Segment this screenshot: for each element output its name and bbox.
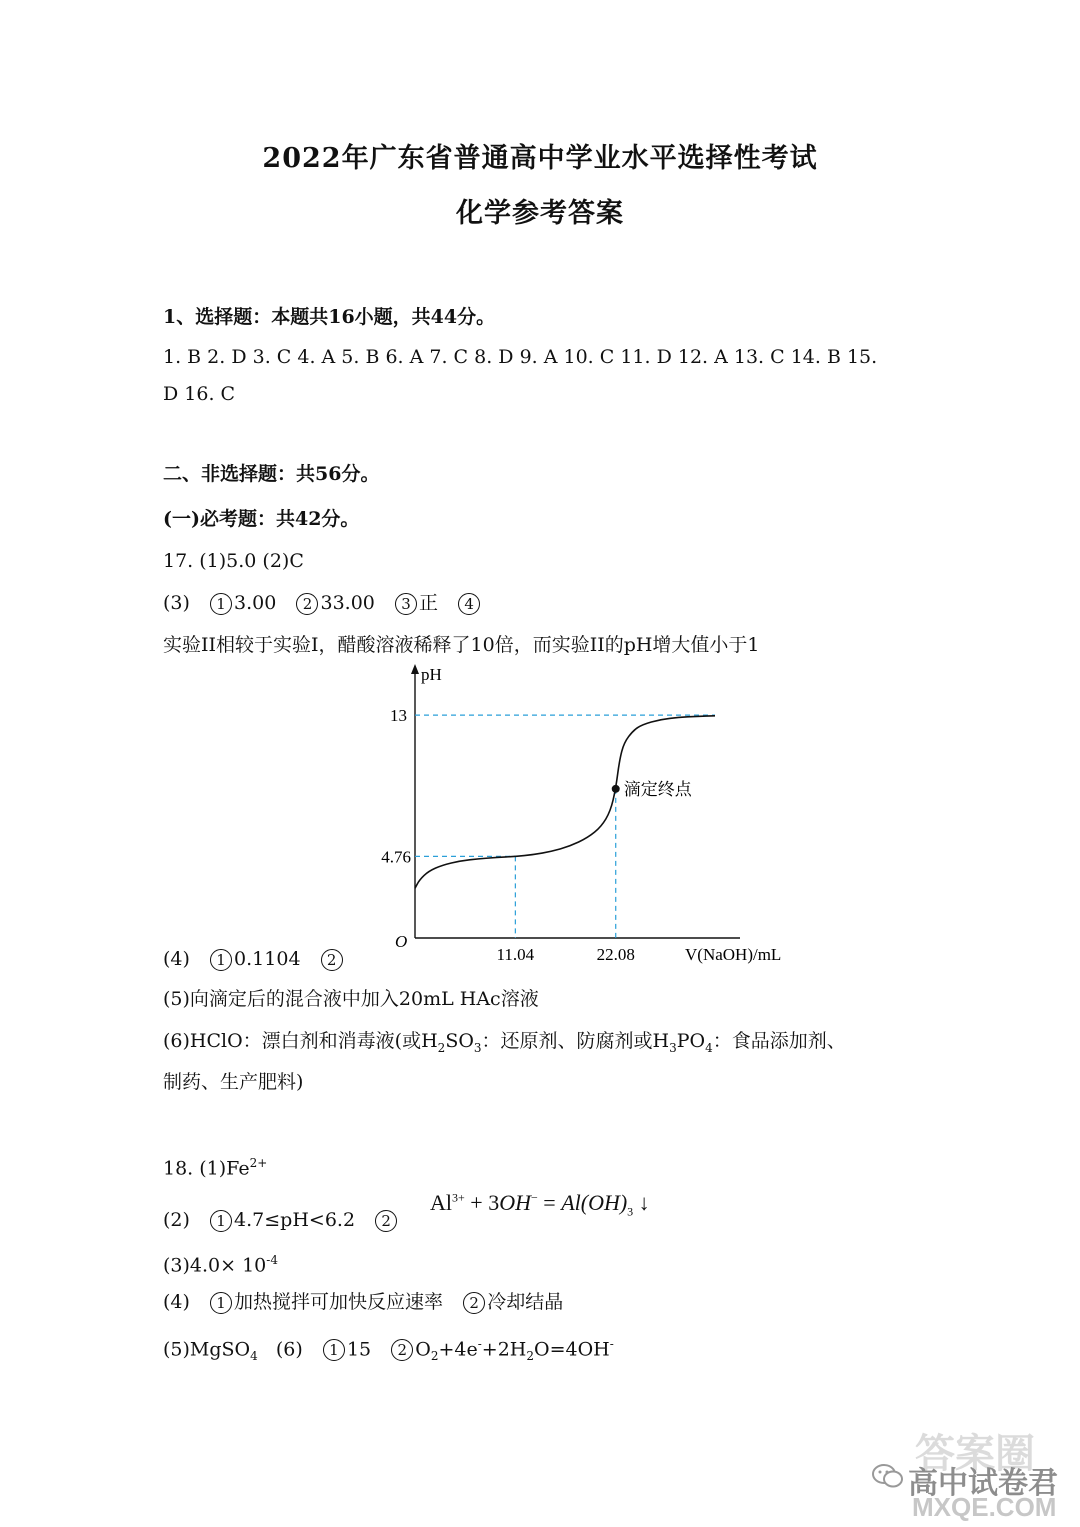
watermark-stamp: 答案圈	[915, 1432, 1035, 1476]
circled-number: 2	[463, 1292, 485, 1314]
page-subtitle: 化学参考答案	[456, 198, 624, 229]
circled-number: 1	[323, 1339, 345, 1361]
x-tick-label: 11.04	[496, 945, 535, 964]
page-title: 2022年广东省普通高中学业水平选择性考试	[262, 143, 818, 174]
q17-part3: (3) 1 3.00 2 33.00 3 正 4	[163, 590, 482, 616]
watermark-text: 高中试卷君	[908, 1467, 1058, 1500]
circled-number: 1	[210, 1210, 232, 1232]
x-axis-label: V(NaOH)/mL	[685, 945, 782, 964]
y-axis-label: pH	[421, 665, 442, 684]
titration-curve	[415, 716, 715, 888]
q18-part2: (2) 1 4.7≤pH<6.2 2	[163, 1207, 399, 1233]
q17-line1: 17. (1)5.0 (2)C	[163, 550, 304, 572]
circled-number: 4	[458, 593, 480, 615]
q18-part4: (4) 1 加热搅拌可加快反应速率 2 冷却结晶	[163, 1291, 564, 1313]
x-tick-label: 22.08	[596, 945, 635, 964]
q18-equation: $Al^{3+} + 3OH^- = Al(OH)_3$ ↓	[430, 1190, 650, 1219]
y-tick-label: 13	[390, 706, 407, 726]
precipitate-arrow-icon: ↓	[638, 1190, 650, 1215]
q18-part5-6: (5)MgSO$_4$ (6) 1 15 2 $O_2+4e^-+2H_2O=4OH^-$	[163, 1337, 614, 1364]
q17-part6-line2: 制药、生产肥料)	[163, 1071, 304, 1093]
circled-number: 1	[210, 593, 232, 615]
q17-part4: (4) 1 0.1104 2	[163, 946, 345, 972]
q17-part6-line1: (6)HClO：漂白剂和消毒液(或$H_2SO_3$：还原剂、防腐剂或$H_3PO_4$：食品添加剂、	[163, 1030, 846, 1055]
titration-chart	[360, 665, 782, 968]
circled-number: 2	[375, 1210, 397, 1232]
circled-number: 1	[210, 1292, 232, 1314]
endpoint-marker	[612, 785, 620, 793]
section1-heading: 1、选择题：本题共16小题，共44分。	[163, 306, 496, 328]
section2-heading: 二、非选择题：共56分。	[163, 463, 380, 485]
section1-answers-line1: 1. B 2. D 3. C 4. A 5. B 6. A 7. C 8. D 9. A 10. C 11. D 12. A 13. C 14. B 15.	[163, 346, 878, 368]
circled-number: 3	[395, 593, 417, 615]
circled-number: 2	[296, 593, 318, 615]
q18-part3: $(3)4.0\times 10^{-4}$	[163, 1253, 278, 1277]
section2-subheading: (一)必考题：共42分。	[163, 508, 360, 530]
watermark-site: MXQE.COM	[912, 1492, 1057, 1522]
section1-answers-line2: D 16. C	[163, 383, 236, 405]
circled-number: 1	[210, 949, 232, 971]
origin-label: O	[395, 932, 408, 951]
y-axis-arrow-icon	[411, 664, 419, 674]
q17-explanation: 实验II相较于实验I，醋酸溶液稀释了10倍，而实验II的pH增大值小于1	[163, 634, 760, 656]
circled-number: 2	[321, 949, 343, 971]
q18-line1: 18. $(1)Fe^{2+}$	[163, 1156, 268, 1180]
endpoint-annotation: 滴定终点	[623, 779, 692, 799]
y-tick-label: 4.76	[381, 847, 411, 867]
circled-number: 2	[391, 1339, 413, 1361]
q17-part5: (5)向滴定后的混合液中加入20mL HAc溶液	[163, 988, 539, 1010]
wechat-icon	[872, 1463, 904, 1493]
